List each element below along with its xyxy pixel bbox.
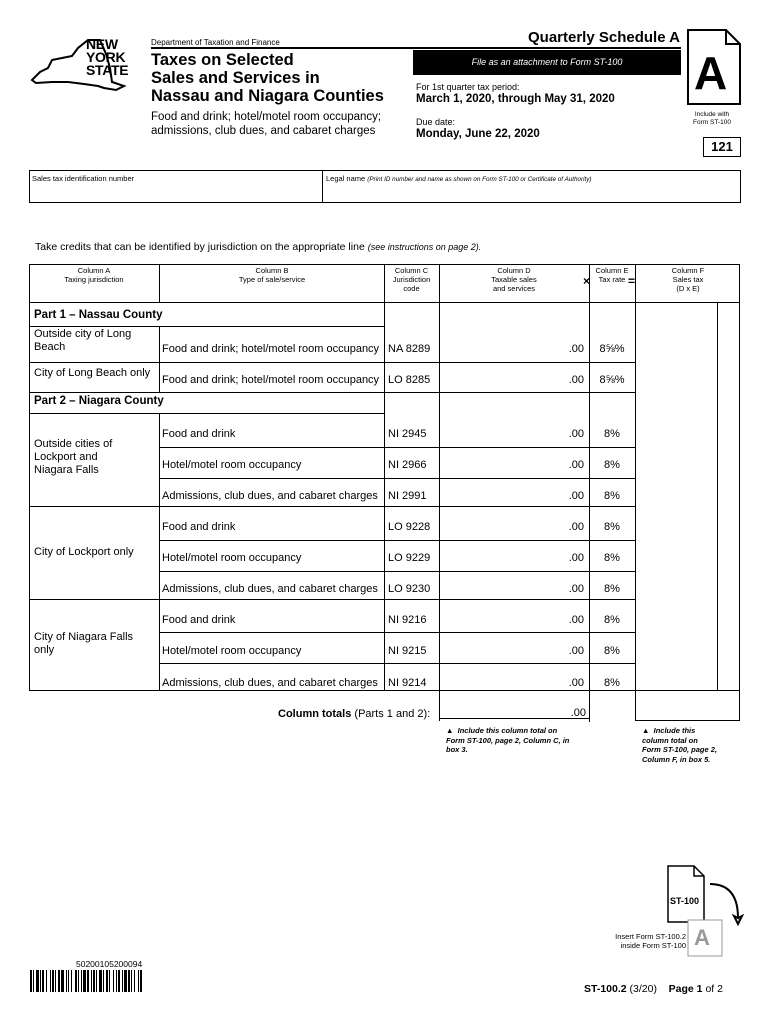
- logo-line-1: NEW: [86, 36, 118, 52]
- grid-line: [439, 392, 589, 393]
- form-subtitle: [151, 110, 381, 138]
- col-e-desc: Tax rate: [598, 275, 626, 284]
- grid-line: [29, 413, 384, 414]
- jurisdiction-line: City of Long Beach only: [34, 367, 151, 379]
- col-e-title: Column E: [595, 266, 629, 275]
- sales-tax-amount-input[interactable]: [637, 422, 719, 442]
- grid-line: [159, 326, 160, 362]
- schedule-title: Quarterly Schedule A: [528, 29, 680, 46]
- type-of-sale: Food and drink: [162, 428, 236, 440]
- sales-tax-amount-input[interactable]: [637, 671, 719, 691]
- taxable-sales-amount[interactable]: .00: [568, 677, 584, 689]
- jurisdiction-code: NI 2945: [388, 428, 427, 440]
- grid-line: [589, 392, 635, 393]
- barcode-bar: [83, 970, 86, 992]
- sales-tax-amount-input[interactable]: [637, 368, 719, 388]
- barcode-bar: [118, 970, 120, 992]
- form-code: 121: [711, 139, 733, 154]
- period-label: For 1st quarter tax period:: [416, 82, 520, 92]
- subtitle-line-1: Food and drink; hotel/motel room occupancy;: [151, 111, 382, 123]
- jurisdiction-cell: [34, 546, 134, 558]
- form-revision: (3/20): [629, 983, 657, 995]
- grid-line: [159, 540, 440, 541]
- jurisdiction-cell: [34, 367, 150, 379]
- insert-line: inside Form ST-100: [620, 941, 686, 950]
- grid-line: [29, 392, 440, 393]
- sales-tax-amount-input[interactable]: [637, 453, 719, 473]
- form-code-box: [703, 137, 741, 157]
- tax-rate: 8%: [604, 521, 620, 533]
- jurisdiction-code: LO 8285: [388, 374, 431, 386]
- grid-line: [439, 690, 589, 691]
- type-of-sale: Admissions, club dues, and cabaret charges: [162, 677, 378, 689]
- legal-name-input[interactable]: [325, 184, 739, 201]
- column-a-header: [30, 266, 158, 284]
- col-f-title: Column F: [671, 266, 705, 275]
- grid-line: [439, 632, 589, 633]
- column-b-header: [160, 266, 384, 284]
- grid-line: [159, 632, 440, 633]
- column-f-header: [636, 266, 740, 293]
- jurisdiction-line: Beach: [34, 341, 66, 353]
- barcode-bar: [81, 970, 82, 992]
- grid-line: [589, 302, 590, 721]
- grid-line: [635, 302, 636, 691]
- insert-icon-label: ST-100: [670, 896, 700, 906]
- taxable-sales-amount[interactable]: .00: [568, 521, 584, 533]
- instructions-main: Take credits that can be identified by jurisdiction on the appropriate line: [35, 241, 365, 253]
- grid-line: [439, 571, 589, 572]
- instructions-hint: (see instructions on page 2).: [367, 242, 482, 252]
- legal-name-label: Legal name: [326, 174, 366, 183]
- attach-banner-text: File as an attachment to Form ST-100: [471, 57, 623, 67]
- jurisdiction-cell: [34, 631, 133, 657]
- legal-name-hint: (Print ID number and name as shown on Form ST-100 or Certificate of Authority): [367, 176, 592, 183]
- logo-line-2: YORK: [86, 49, 126, 65]
- state-logo-text: [86, 38, 128, 77]
- barcode-bar: [33, 970, 34, 992]
- form-number: ST-100.2: [584, 983, 627, 995]
- note-f-line: Column F, in box 5.: [642, 754, 711, 764]
- tax-rate: 8%: [604, 552, 620, 564]
- column-f-total-input[interactable]: [637, 693, 741, 719]
- up-triangle-icon: ▲: [446, 726, 454, 735]
- barcode-bar: [42, 970, 44, 992]
- taxable-sales-amount[interactable]: .00: [568, 343, 584, 355]
- jurisdiction-cell: [34, 328, 131, 354]
- column-totals-label: [278, 708, 430, 720]
- grid-line: [589, 506, 635, 507]
- sales-tax-id-label: Sales tax identification number: [32, 174, 135, 183]
- taxable-sales-amount[interactable]: .00: [568, 552, 584, 564]
- grid-line: [589, 663, 635, 664]
- barcode-bar: [131, 970, 132, 992]
- jurisdiction-code: NI 9216: [388, 614, 427, 626]
- barcode-bar: [140, 970, 142, 992]
- col-f-desc-1: Sales tax: [672, 275, 704, 284]
- type-of-sale: Hotel/motel room occupancy: [162, 459, 302, 471]
- sales-tax-amount-input[interactable]: [637, 639, 719, 659]
- note-d-line: box 3.: [446, 745, 468, 754]
- grid-line: [739, 302, 740, 691]
- barcode-bar: [134, 970, 135, 992]
- note-d-line: Form ST-100, page 2, Column C, in: [446, 735, 570, 745]
- grid-line: [439, 362, 589, 363]
- jurisdiction-line: Niagara Falls: [34, 464, 99, 476]
- due-date-label: Due date:: [416, 117, 456, 127]
- grid-line: [159, 571, 440, 572]
- column-d-total-note: [446, 726, 569, 755]
- note-f-line: Form ST-100, page 2,: [642, 745, 718, 754]
- sales-tax-id-input[interactable]: [31, 184, 322, 201]
- id-fields-divider: [322, 171, 323, 202]
- barcode-bar: [99, 970, 102, 992]
- barcode-bar: [109, 970, 110, 992]
- include-with-note: [680, 111, 744, 127]
- barcode-bar: [78, 970, 79, 992]
- type-of-sale: Hotel/motel room occupancy: [162, 645, 302, 657]
- barcode-bar: [106, 970, 108, 992]
- grid-line: [439, 478, 589, 479]
- barcode-bar: [30, 970, 32, 992]
- subtitle-line-2: admissions, club dues, and cabaret charges: [151, 125, 376, 137]
- grid-line: [439, 663, 589, 664]
- grid-line: [159, 447, 440, 448]
- grid-line: [29, 599, 440, 600]
- jurisdiction-code: LO 9229: [388, 552, 431, 564]
- barcode-bar: [71, 970, 72, 992]
- grid-line: [589, 690, 635, 691]
- part1-title: Part 1 – Nassau County: [34, 309, 163, 321]
- taxable-sales-amount[interactable]: .00: [568, 583, 584, 595]
- tax-rate: 8%: [604, 490, 620, 502]
- logo-line-3: STATE: [86, 62, 129, 78]
- column-f-total-note: [642, 726, 717, 764]
- barcode-bar: [91, 970, 92, 992]
- insert-line: Insert Form ST-100.2: [615, 932, 686, 941]
- department-name: Department of Taxation and Finance: [151, 38, 280, 47]
- grid-line: [159, 478, 440, 479]
- grid-line: [589, 478, 635, 479]
- jurisdiction-line: City of Lockport only: [34, 546, 134, 558]
- taxable-sales-amount[interactable]: .00: [568, 459, 584, 471]
- jurisdiction-line: Outside city of Long: [34, 328, 132, 340]
- grid-line: [439, 599, 589, 600]
- jurisdiction-code: LO 9228: [388, 521, 431, 533]
- jurisdiction-code: NA 8289: [388, 343, 431, 355]
- grid-line: [439, 302, 440, 721]
- sales-tax-amount-input[interactable]: [637, 608, 719, 628]
- type-of-sale: Food and drink: [162, 521, 236, 533]
- barcode-bar: [68, 970, 69, 992]
- barcode-bar: [55, 970, 56, 992]
- grid-line: [439, 447, 589, 448]
- grid-line: [159, 663, 440, 664]
- col-d-desc-1: Taxable sales: [491, 275, 537, 284]
- grid-line: [589, 571, 635, 572]
- sales-tax-amount-input[interactable]: [637, 484, 719, 504]
- barcode-bar: [58, 970, 60, 992]
- instructions-text: [35, 241, 481, 253]
- sales-tax-amount-input[interactable]: [637, 577, 719, 597]
- tax-rate: 8⅝%: [599, 343, 625, 355]
- grid-line: [589, 540, 635, 541]
- sales-tax-amount-input[interactable]: [637, 515, 719, 535]
- page-label: Page 1: [668, 983, 703, 995]
- barcode-bar: [50, 970, 51, 992]
- taxable-sales-amount[interactable]: .00: [568, 374, 584, 386]
- col-a-desc: Taxing jurisdiction: [64, 275, 124, 284]
- barcode-bar: [52, 970, 54, 992]
- col-c-desc-2: code: [403, 284, 420, 293]
- insert-letter: A: [694, 925, 710, 950]
- barcode-number: 50200105200094: [76, 959, 143, 969]
- form-title: [151, 51, 384, 105]
- times-symbol: ×: [583, 274, 591, 288]
- grid-line: [589, 690, 590, 722]
- jurisdiction-code: NI 9215: [388, 645, 427, 657]
- col-c-title: Column C: [394, 266, 429, 275]
- barcode-bar: [116, 970, 117, 992]
- note-f-line: column total on: [642, 735, 698, 745]
- type-of-sale: Hotel/motel room occupancy: [162, 552, 302, 564]
- jurisdiction-code: NI 2991: [388, 490, 427, 502]
- barcode-bar: [40, 970, 41, 992]
- col-f-desc-2: (D x E): [676, 284, 700, 293]
- barcode-bar: [93, 970, 95, 992]
- grid-line: [439, 540, 589, 541]
- taxable-sales-amount[interactable]: .00: [568, 645, 584, 657]
- col-a-title: Column A: [77, 266, 111, 275]
- taxable-sales-amount[interactable]: .00: [568, 490, 584, 502]
- grid-line: [29, 362, 440, 363]
- totals-label-suffix: (Parts 1 and 2):: [354, 708, 431, 720]
- col-b-desc: Type of sale/service: [238, 275, 306, 284]
- grid-line: [29, 506, 440, 507]
- col-d-desc-2: and services: [492, 284, 536, 293]
- barcode-bar: [87, 970, 89, 992]
- form-title-line-1: Taxes on Selected: [151, 51, 294, 69]
- tax-rate: 8%: [604, 428, 620, 440]
- grid-line: [589, 632, 635, 633]
- barcode-bar: [75, 970, 77, 992]
- include-with-line-2: Form ST-100: [693, 119, 731, 126]
- col-b-title: Column B: [255, 266, 289, 275]
- period-value: March 1, 2020, through May 31, 2020: [416, 93, 615, 105]
- type-of-sale: Admissions, club dues, and cabaret charges: [162, 490, 378, 502]
- barcode-bar: [113, 970, 114, 992]
- tax-rate: 8%: [604, 677, 620, 689]
- type-of-sale: Admissions, club dues, and cabaret charges: [162, 583, 378, 595]
- sales-tax-amount-input[interactable]: [637, 546, 719, 566]
- grid-line: [159, 362, 160, 392]
- up-triangle-icon: ▲: [642, 726, 650, 735]
- corner-letter: A: [694, 47, 728, 99]
- type-of-sale: Food and drink; hotel/motel room occupancy: [162, 343, 380, 355]
- column-d-total[interactable]: .00: [570, 707, 586, 719]
- jurisdiction-cell: [34, 438, 112, 477]
- page-of: of 2: [705, 983, 723, 995]
- jurisdiction-line: Outside cities of: [34, 438, 113, 450]
- note-f-line: Include this: [653, 726, 696, 735]
- barcode-bar: [122, 970, 123, 992]
- jurisdiction-code: NI 9214: [388, 677, 427, 689]
- jurisdiction-line: Lockport and: [34, 451, 98, 463]
- jurisdiction-line: City of Niagara Falls: [34, 631, 134, 643]
- note-d-line: Include this column total on: [457, 726, 558, 735]
- sales-tax-amount-input[interactable]: [637, 337, 719, 357]
- legal-name-label-group: [326, 174, 592, 183]
- header-rule: [151, 47, 681, 49]
- form-title-line-2: Sales and Services in: [151, 69, 320, 87]
- col-c-desc-1: Jurisdiction: [392, 275, 431, 284]
- grid-line: [589, 362, 635, 363]
- due-date-value: Monday, June 22, 2020: [416, 128, 540, 140]
- grid-line: [635, 720, 740, 721]
- type-of-sale: Food and drink: [162, 614, 236, 626]
- barcode-bar: [61, 970, 64, 992]
- taxable-sales-amount[interactable]: .00: [568, 614, 584, 626]
- barcode-bar: [96, 970, 97, 992]
- column-d-header: [440, 266, 591, 293]
- grid-line: [589, 599, 635, 600]
- col-d-title: Column D: [497, 266, 531, 275]
- form-footer-id: [584, 983, 723, 995]
- insert-instruction: [596, 932, 686, 950]
- include-with-line-1: Include with: [694, 111, 730, 118]
- type-of-sale: Food and drink; hotel/motel room occupancy: [162, 374, 380, 386]
- barcode-bar: [103, 970, 104, 992]
- totals-label: Column totals: [278, 708, 352, 720]
- jurisdiction-code: NI 2966: [388, 459, 427, 471]
- barcode-bar: [66, 970, 67, 992]
- jurisdiction-code: LO 9230: [388, 583, 431, 595]
- jurisdiction-line: only: [34, 644, 55, 656]
- grid-line: [29, 302, 30, 691]
- barcode-bar: [36, 970, 39, 992]
- barcode-bar: [46, 970, 47, 992]
- part2-title: Part 2 – Niagara County: [34, 395, 164, 407]
- grid-line: [439, 506, 589, 507]
- tax-rate: 8⅝%: [599, 374, 625, 386]
- grid-line: [589, 447, 635, 448]
- grid-line: [635, 690, 636, 721]
- grid-line: [159, 413, 160, 690]
- tax-rate: 8%: [604, 645, 620, 657]
- tax-rate: 8%: [604, 583, 620, 595]
- grid-line: [29, 690, 440, 691]
- taxable-sales-amount[interactable]: .00: [568, 428, 584, 440]
- barcode-bar: [128, 970, 130, 992]
- grid-line: [29, 326, 384, 327]
- barcode-bar: [124, 970, 127, 992]
- equals-symbol: =: [628, 274, 636, 288]
- column-c-header: [385, 266, 438, 293]
- attach-banner: [413, 50, 681, 75]
- barcode-bar: [138, 970, 139, 992]
- barcode: [30, 970, 202, 992]
- form-title-line-3: Nassau and Niagara Counties: [151, 87, 384, 105]
- tax-rate: 8%: [604, 614, 620, 626]
- tax-rate: 8%: [604, 459, 620, 471]
